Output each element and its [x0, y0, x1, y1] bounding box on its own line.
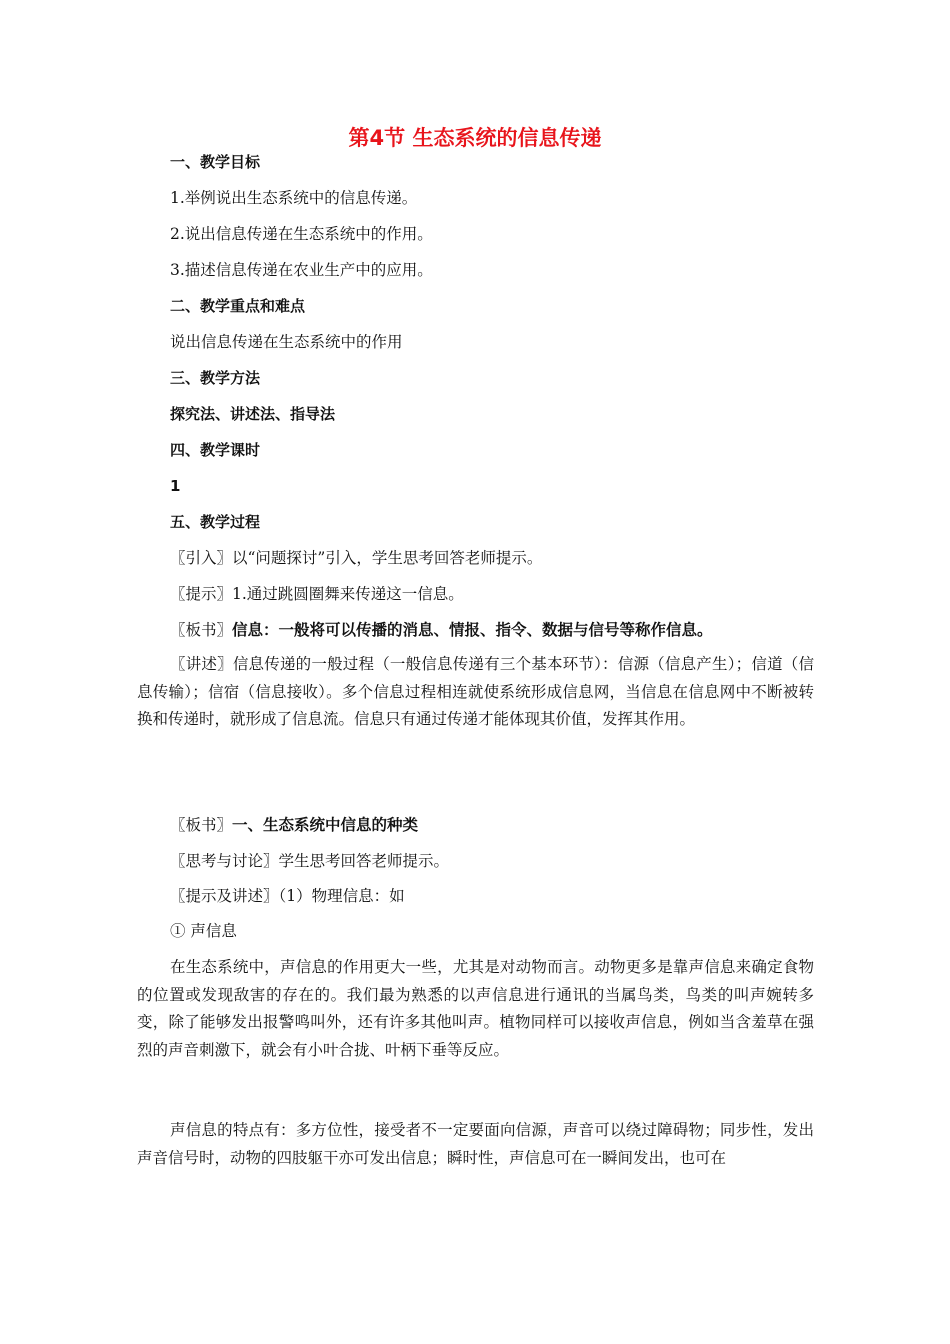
page-title: 第4节 生态系统的信息传递: [348, 126, 602, 150]
section-heading-key-points: 二、教学重点和难点: [170, 297, 306, 315]
periods-text: 1: [170, 477, 181, 495]
objective-item-2: 2.说出信息传递在生态系统中的作用。: [170, 225, 433, 243]
methods-text: 探究法、讲述法、指导法: [170, 405, 336, 423]
process-hint-1: 〖提示〗1.通过跳圆圈舞来传递这一信息。: [170, 585, 464, 603]
key-points-text: 说出信息传递在生态系统中的作用: [170, 333, 403, 351]
sound-info-heading: ① 声信息: [170, 922, 237, 940]
process-discuss: 〖思考与讨论〗学生思考回答老师提示。: [170, 852, 450, 870]
process-board-1: [170, 620, 713, 640]
sound-info-paragraph-2: 声信息的特点有：多方位性，接受者不一定要面向信源，声音可以绕过障碍物；同步性，发出声音信号时，动物的四肢躯干亦可发出信息；瞬时性，声信息可在一瞬间发出，也可在: [137, 1121, 814, 1167]
section-heading-methods: 三、教学方法: [170, 369, 261, 387]
section-heading-process: 五、教学过程: [170, 513, 261, 531]
objective-item-1: 1.举例说出生态系统中的信息传递。: [170, 189, 418, 207]
sound-info-paragraph-1: 在生态系统中，声信息的作用更大一些，尤其是对动物而言。动物更多是靠声信息来确定食物的位置或发现敌害的存在的。我们最为熟悉的以声信息进行通讯的当属鸟类，鸟类的叫声婉转多变，除了能够发出报警鸣叫外，还有许多其他叫声。植物同样可以接收声信息，例如当含羞草在强烈的声音刺激下，就会有小叶合拢、叶柄下垂等反应。: [137, 958, 814, 1059]
board-tag: 〖板书〗: [170, 816, 233, 834]
process-board-2: [170, 815, 418, 835]
board-tag: 〖板书〗: [170, 621, 233, 639]
section-heading-periods: 四、教学课时: [170, 441, 261, 459]
board-text: 一、生态系统中信息的种类: [232, 816, 419, 834]
section-heading-objectives: 一、教学目标: [170, 153, 261, 171]
objective-item-3: 3.描述信息传递在农业生产中的应用。: [170, 261, 433, 279]
lecture-paragraph: 〖讲述〗信息传递的一般过程（一般信息传递有三个基本环节）：信源（信息产生）；信道（信息传输）；信宿（信息接收）。多个信息过程相连就使系统形成信息网，当信息在信息网中不断被转换和传递时，就形成了信息流。信息只有通过传递才能体现其价值，发挥其作用。: [137, 655, 814, 728]
board-text: 信息：一般将可以传播的消息、情报、指令、数据与信号等称作信息。: [232, 621, 713, 639]
process-intro: 〖引入〗以“问题探讨”引入，学生思考回答老师提示。: [170, 549, 543, 567]
process-hint-2: 〖提示及讲述〗（1）物理信息：如: [170, 887, 405, 905]
